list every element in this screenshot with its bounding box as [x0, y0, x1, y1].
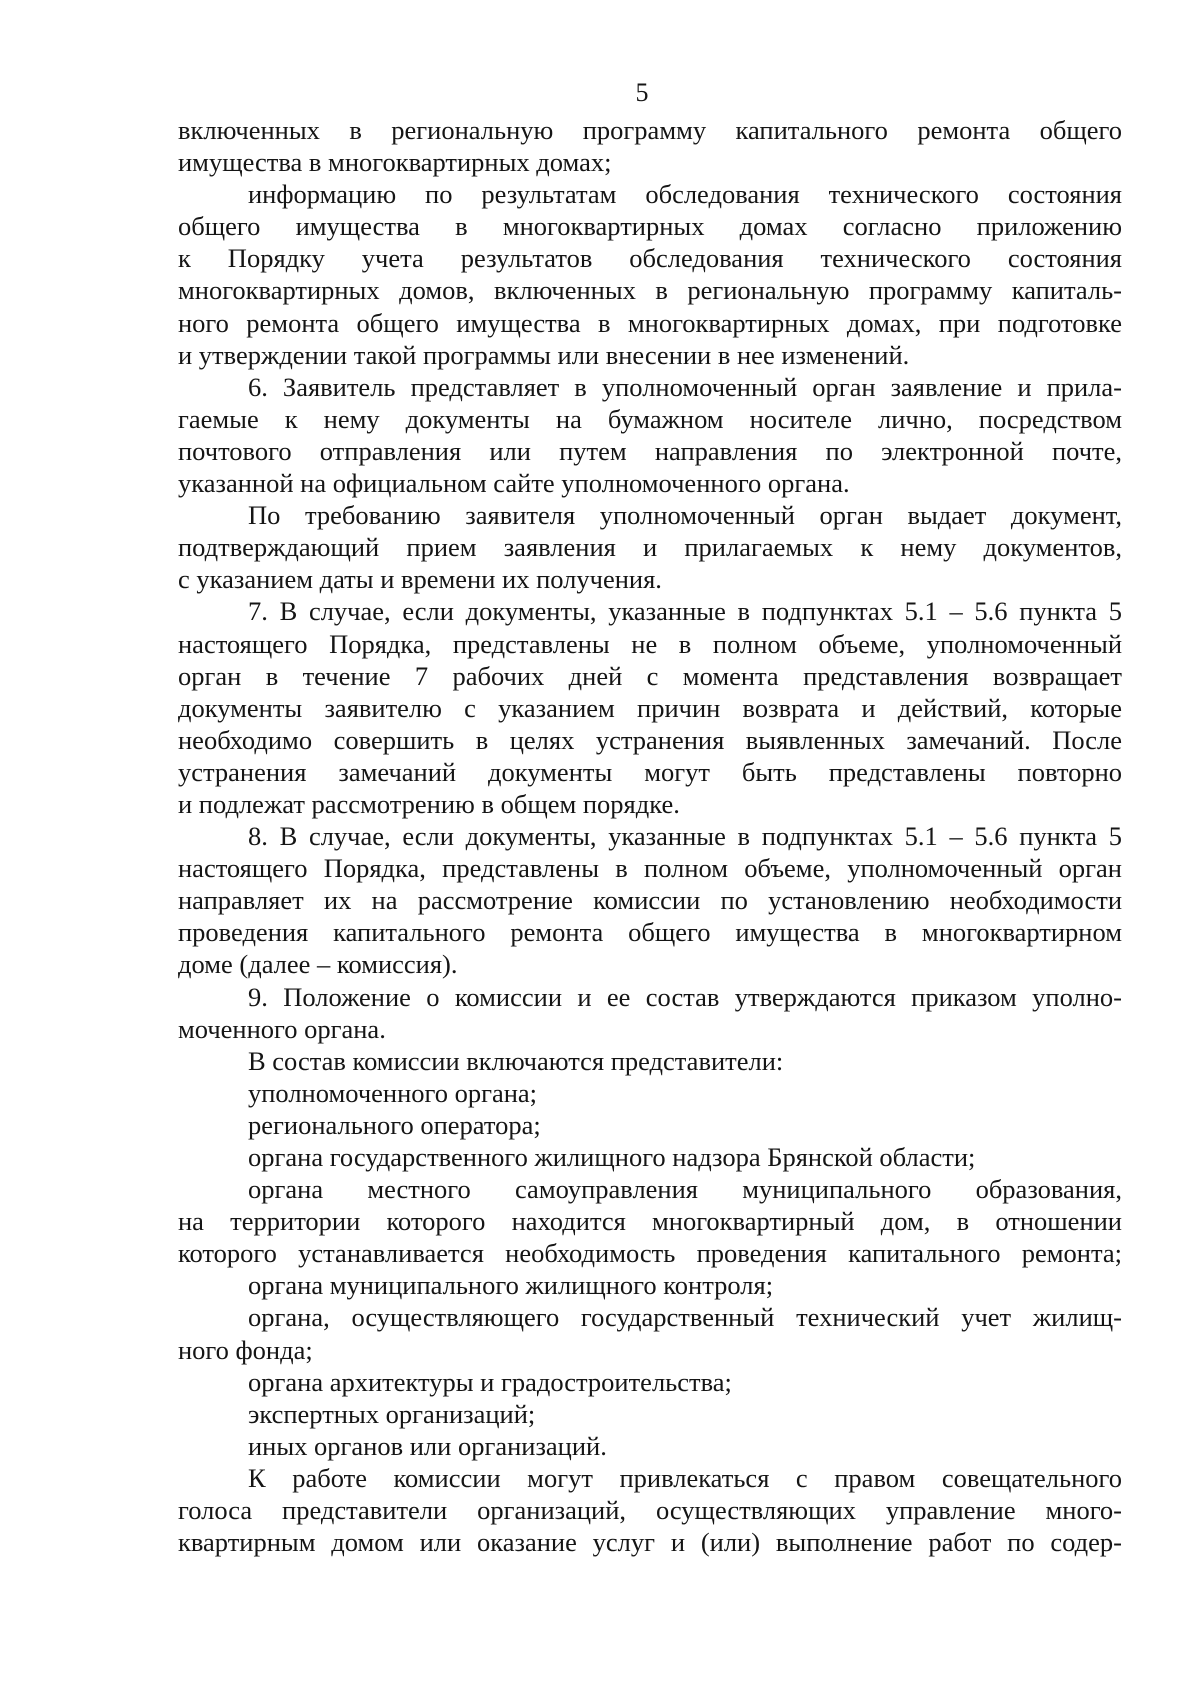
text-line: гаемые к нему документы на бумажном носителе лично, посредством [178, 403, 1122, 434]
text-line: 7. В случае, если документы, указанные в подпунктах 5.1 – 5.6 пункта 5 [248, 596, 1122, 627]
text-line: экспертных организаций; [248, 1398, 536, 1429]
text-line: органа государственного жилищного надзора Брянской области; [248, 1142, 976, 1172]
text-line: В состав комиссии включаются представители: [248, 1045, 784, 1076]
text-line: По требованию заявителя уполномоченный орган выдает документ, [248, 500, 1122, 531]
text-line: органа, осуществляющего государственный технический учет жилищ- [248, 1302, 1122, 1333]
text-line: органа местного самоуправления муниципального образования, [248, 1174, 1122, 1205]
text-line: квартирным домом или оказание услуг и (или) выполнение работ по содер- [178, 1527, 1122, 1558]
text-line: которого устанавливается необходимость проведения капитального ремонта; [178, 1238, 1122, 1269]
text-line: почтового отправления или путем направления по электронной почте, [178, 435, 1122, 466]
text-line: и подлежат рассмотрению в общем порядке. [178, 788, 680, 819]
text-line: указанной на официальном сайте уполномоченного органа. [178, 468, 850, 499]
text-line: к Порядку учета результатов обследования технического состояния [178, 243, 1122, 274]
text-line: 8. В случае, если документы, указанные в подпунктах 5.1 – 5.6 пункта 5 [248, 821, 1122, 852]
text-line: 9. Положение о комиссии и ее состав утверждаются приказом уполно- [248, 981, 1122, 1012]
text-line: устранения замечаний документы могут быть представлены повторно [178, 756, 1122, 787]
text-line: документы заявителю с указанием причин возврата и действий, которые [178, 692, 1122, 723]
text-line: направляет их на рассмотрение комиссии по установлению необходимости [178, 885, 1122, 916]
text-line: голоса представители организаций, осуществляющих управление много- [178, 1495, 1122, 1526]
text-line: информацию по результатам обследования технического состояния [248, 179, 1122, 210]
text-line: органа муниципального жилищного контроля; [248, 1270, 774, 1301]
text-line: регионального оператора; [248, 1109, 541, 1140]
text-line: органа архитектуры и градостроительства; [248, 1366, 732, 1397]
text-line: подтверждающий прием заявления и прилагаемых к нему документов, [178, 532, 1122, 563]
text-line: 6. Заявитель представляет в уполномоченный орган заявление и прила- [248, 371, 1122, 402]
text-line: общего имущества в многоквартирных домах согласно приложению [178, 211, 1122, 242]
text-line: необходимо совершить в целях устранения выявленных замечаний. После [178, 724, 1122, 755]
text-line: включенных в региональную программу капитального ремонта общего [178, 115, 1122, 145]
text-line: многоквартирных домов, включенных в региональную программу капиталь- [178, 275, 1122, 306]
text-line: ного фонда; [178, 1334, 313, 1365]
page-number: 5 [635, 78, 649, 107]
text-line: уполномоченного органа; [248, 1077, 538, 1108]
text-line: настоящего Порядка, представлены в полном объеме, уполномоченный орган [178, 853, 1122, 884]
text-line: настоящего Порядка, представлены не в полном объеме, уполномоченный [178, 628, 1122, 659]
text-line: проведения капитального ремонта общего имущества в многоквартирном [178, 917, 1122, 948]
text-line: ного ремонта общего имущества в многоквартирных домах, при подготовке [178, 307, 1122, 338]
text-line: моченного органа. [178, 1013, 386, 1044]
text-line: К работе комиссии могут привлекаться с правом совещательного [248, 1462, 1122, 1493]
text-line: иных органов или организаций. [248, 1430, 607, 1461]
text-line: с указанием даты и времени их получения. [178, 564, 662, 595]
text-line: имущества в многоквартирных домах; [178, 147, 612, 178]
document-body [178, 114, 1122, 1558]
text-line: на территории которого находится многоквартирный дом, в отношении [178, 1206, 1122, 1237]
text-line: и утверждении такой программы или внесении в нее изменений. [178, 339, 910, 370]
text-line: орган в течение 7 рабочих дней с момента представления возвращает [178, 660, 1122, 691]
text-line: доме (далее – комиссия). [178, 949, 458, 980]
